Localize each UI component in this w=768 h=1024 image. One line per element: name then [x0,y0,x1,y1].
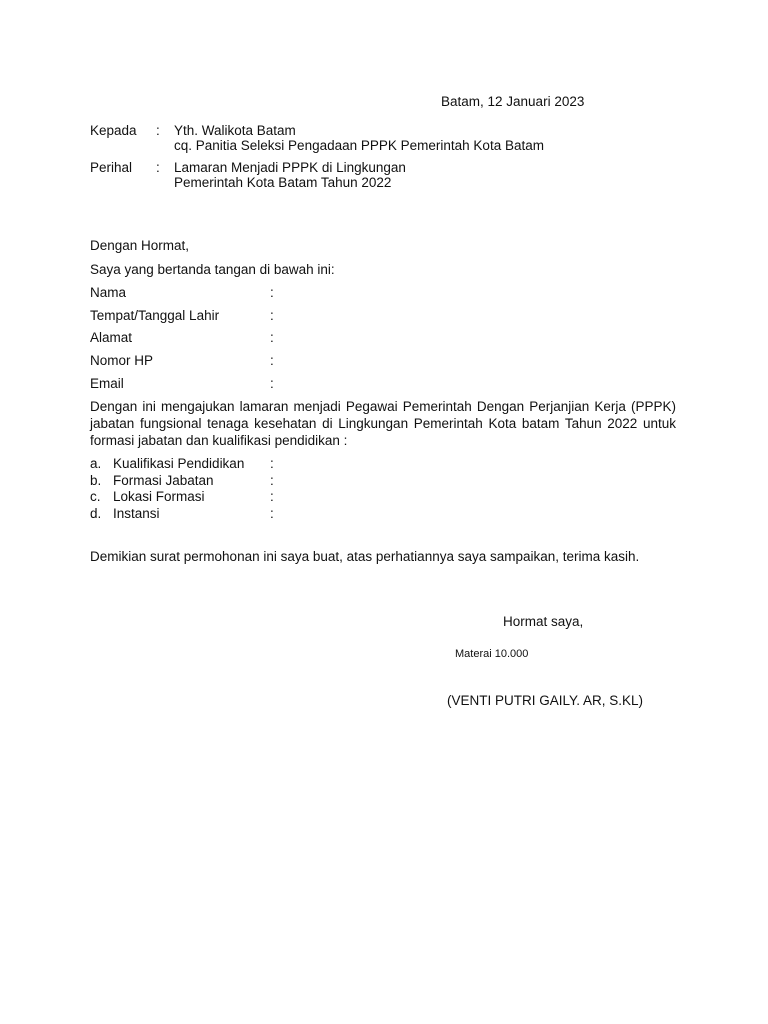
list-label: Kualifikasi Pendidikan [113,456,245,471]
list-label: Instansi [113,506,160,521]
field-label: Alamat [90,330,133,345]
application-paragraph: Dengan ini mengajukan lamaran menjadi Pegawai Pemerintah Dengan Perjanjian Kerja (PPPK) jabatan fungsional tenaga kesehatan di Lingkungan Pemerintah Kota batam Tahun 2022 untuk formasi jabatan dan kualifikasi pendidikan : [90,399,676,448]
list-label: Lokasi Formasi [113,489,205,504]
field-label: Email [90,376,124,391]
subject-label: Perihal [90,160,133,175]
regards: Hormat saya, [503,614,584,629]
field-colon: : [270,330,274,345]
field-label: Nama [90,285,127,300]
greeting: Dengan Hormat, [90,238,190,253]
subject-line-2: Pemerintah Kota Batam Tahun 2022 [174,175,392,190]
list-colon: : [270,456,274,471]
list-marker: b. [90,473,102,488]
signatory-name: (VENTI PUTRI GAILY. AR, S.KL) [447,693,644,708]
field-colon: : [270,285,274,300]
subject-colon: : [156,160,160,175]
list-colon: : [270,506,274,521]
field-colon: : [270,353,274,368]
list-label: Formasi Jabatan [113,473,214,488]
recipient-line-1: Yth. Walikota Batam [174,123,296,138]
list-colon: : [270,489,274,504]
field-colon: : [270,376,274,391]
list-marker: c. [90,489,101,504]
stamp-placeholder: Materai 10.000 [455,648,529,660]
recipient-line-2: cq. Panitia Seleksi Pengadaan PPPK Pemerintah Kota Batam [174,138,544,153]
intro-text: Saya yang bertanda tangan di bawah ini: [90,262,335,277]
closing-paragraph: Demikian surat permohonan ini saya buat, atas perhatiannya saya sampaikan, terima kasih. [90,549,640,564]
list-colon: : [270,473,274,488]
recipient-colon: : [156,123,160,138]
subject-line-1: Lamaran Menjadi PPPK di Lingkungan [174,160,406,175]
recipient-label: Kepada [90,123,137,138]
list-marker: a. [90,456,102,471]
field-label: Tempat/Tanggal Lahir [90,308,220,323]
field-colon: : [270,308,274,323]
place-date: Batam, 12 Januari 2023 [441,94,585,109]
field-label: Nomor HP [90,353,154,368]
list-marker: d. [90,506,102,521]
